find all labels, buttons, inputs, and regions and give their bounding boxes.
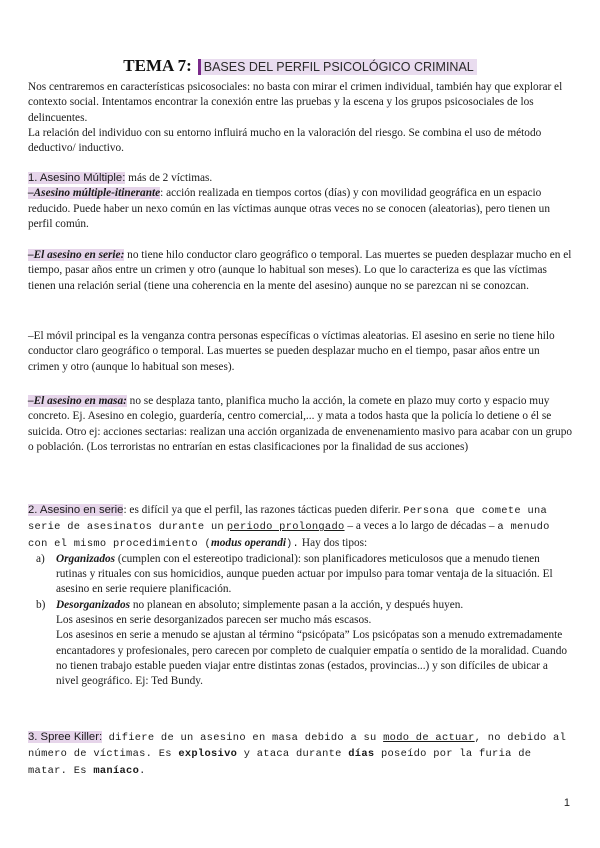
list-marker-a: a)	[36, 552, 45, 565]
section-3-mono-5: .	[139, 764, 146, 777]
intro-paragraph-1: Nos centraremos en características psicosociales: no basta con mirar el crimen individual, también hay que explorar el contexto social. Intentamos encontrar la conexión entre las pruebas y la escena y los grupos psicosociales de los delincuentes.	[28, 81, 563, 124]
itinerante-term: –Asesino múltiple-itinerante	[28, 187, 161, 200]
section-3-mono-4: poseído por la furia de matar. Es	[28, 748, 532, 777]
section-2-heading: 2. Asesino en serie	[28, 504, 124, 516]
serie-term: –El asesino en serie:	[28, 249, 125, 261]
section-2-intro	[28, 503, 573, 552]
intro-paragraph-2: La relación del individuo con su entorno influirá mucho en la valoración del riesgo. Se combina el uso de método deductivo/ inductivo.	[28, 126, 542, 155]
organizados-term: Organizados	[56, 552, 116, 565]
movil-paragraph: –El móvil principal es la venganza contra personas específicas o víctimas aleatorias. El asesino en serie no tiene hilo conductor claro geográfico o temporal. Las muertes se pueden desplazar mucho en el tiempo, pasar años entre un crimen y otro (aunque lo habitual son meses).	[28, 330, 555, 373]
section-3-paragraph	[28, 730, 573, 779]
section-asesino-serie	[28, 503, 573, 690]
section-2-mono-1: Persona que comete una serie de asesinatos durante un	[28, 505, 548, 534]
section-3-mono-2: , no debido al número de víctimas. Es	[28, 732, 567, 761]
document-title	[0, 56, 600, 77]
list-item-desorganizados	[36, 598, 573, 690]
intro-section	[28, 80, 573, 156]
serie-text: no tiene hilo conductor claro geográfico o temporal. Las muertes se pueden desplazar mucho en el tiempo, pasar años entre un crimen y otro (aunque lo habitual son meses). Lo que lo caracteriza es que las víctimas tienen una relación serial (tiene una coherencia en la mente del asesino) aunque no se parezcan ni se conozcan.	[28, 249, 572, 292]
section-3-mono-1: difiere de un asesino en masa debido a su	[102, 732, 384, 744]
itinerante-paragraph	[28, 186, 573, 232]
section-3-heading: 3. Spree Killer:	[28, 731, 103, 743]
title-subtitle: BASES DEL PERFIL PSICOLÓGICO CRIMINAL	[198, 59, 477, 75]
title-main: TEMA 7:	[123, 56, 192, 75]
page-number: 1	[563, 797, 570, 809]
movil-paragraph-block	[28, 329, 573, 375]
masa-paragraph-block	[28, 394, 573, 455]
section-2-mono-2: a menudo con el mismo procedimiento (	[28, 521, 550, 550]
section-1-heading: 1. Asesino Múltiple:	[28, 172, 126, 184]
section-3-explosivo: explosivo	[178, 748, 238, 761]
organizados-text: (cumplen con el estereotipo tradicional): son planificadores meticulosos que a menudo tienen rutinas y rituales con sus homicidios, aunque pueden actuar por impulso para tomar ventaja de la situación. El asesino en serie requiere planificación.	[56, 552, 553, 596]
masa-paragraph	[28, 394, 573, 455]
section-2-mono-3: ).	[286, 537, 300, 550]
section-asesino-multiple	[28, 171, 573, 232]
section-3-maniaco: maníaco	[93, 764, 140, 777]
section-2-text-3: Hay dos tipos:	[299, 536, 368, 549]
itinerante-text: : acción realizada en tiempos cortos (días) y con movilidad geográfica en un espacio reducido. Puede haber un nexo común en las víctimas aunque otras veces no se conocen (aleatorias), pero tienen un perfil común.	[28, 187, 550, 230]
section-2-modus-operandi: modus operandi	[211, 536, 287, 549]
section-1-heading-line	[28, 171, 573, 186]
section-2-text-2: – a veces a lo largo de décadas –	[344, 520, 498, 533]
masa-text: no se desplaza tanto, planifica mucho la acción, la comete en plazo muy corto y espacio muy concreto. Ej. Asesino en colegio, guardería, centro comercial,... y mata a todos hasta que la policía lo detiene o él se suicida. Otro ej: acciones sectarias: realizan una acción organizada de envenenamiento masivo para acabar con un grupo o población. (Los terroristas no entrarían en estas clasificaciones por la finalidad de sus acciones)	[28, 395, 572, 453]
list-marker-b: b)	[36, 598, 46, 611]
desorganizados-line-2: Los asesinos en serie desorganizados parecen ser mucho más escasos.	[56, 614, 372, 627]
section-3-underlined: modo de actuar	[383, 732, 475, 744]
list-item-organizados	[36, 552, 573, 598]
desorganizados-text: no planean en absoluto; simplemente pasan a la acción, y después huyen.	[130, 598, 464, 611]
section-spree-killer	[28, 730, 573, 779]
masa-term: –El asesino en masa:	[28, 395, 127, 407]
section-3-mono-3: y ataca durante	[237, 748, 349, 761]
section-1-heading-rest: más de 2 víctimas.	[125, 172, 213, 184]
desorganizados-term: Desorganizados	[56, 598, 131, 611]
section-2-type-list	[28, 552, 573, 690]
serie-paragraph-block	[28, 248, 573, 294]
serie-paragraph	[28, 248, 573, 294]
desorganizados-line-3: Los asesinos en serie a menudo se ajustan al término “psicópata” Los psicópatas son a menudo extremadamente encantadores y profesionales, pero carecen por completo de cualquier empatía o sentido de la moralidad. Cuando no tienen trabajo estable pueden viajar entre distintas zonas (estados, provincias...) y son difíciles de ubicar a nivel geográfico. Ej: Ted Bundy.	[56, 629, 567, 688]
section-2-underlined: periodo prolongado	[226, 521, 345, 534]
section-2-text-1: : es difícil ya que el perfil, las razones tácticas pueden diferir.	[123, 504, 401, 516]
section-3-dias: días	[348, 748, 375, 761]
